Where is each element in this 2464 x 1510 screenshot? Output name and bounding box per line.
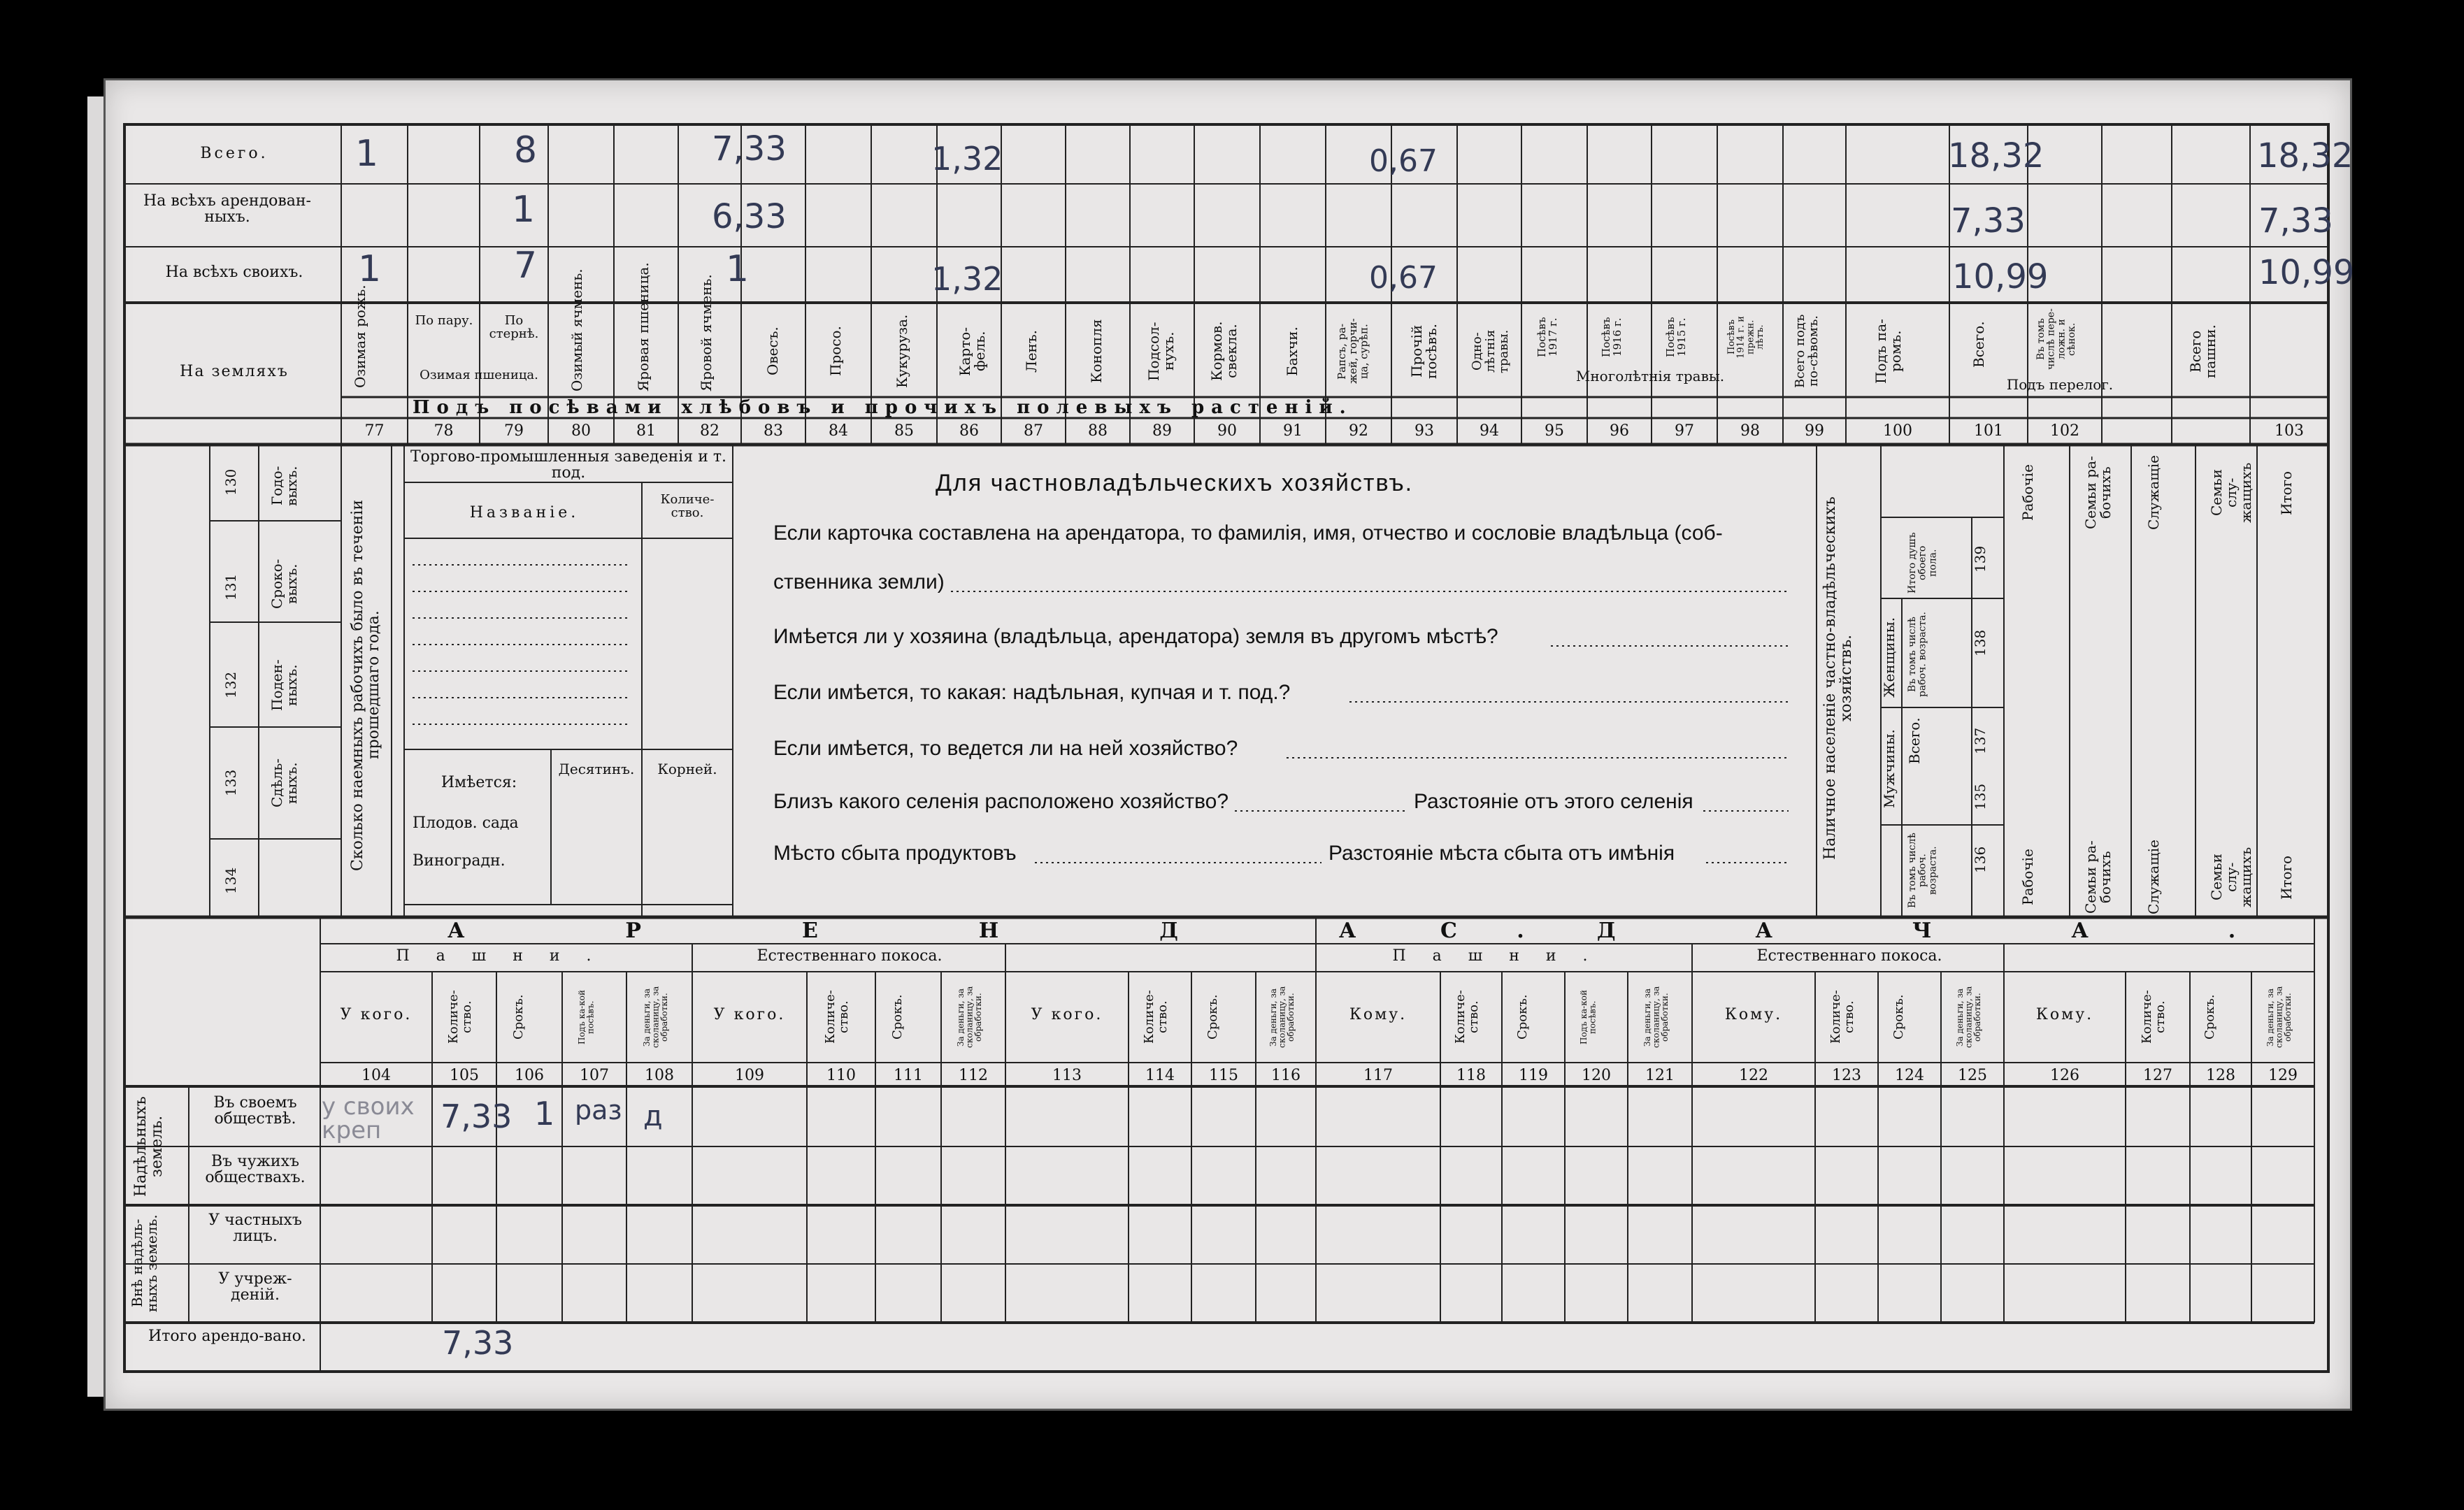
bottom-col-header-kolvo: Количе-ство. bbox=[1453, 990, 1481, 1044]
col-oves: Овесъ. bbox=[764, 326, 781, 376]
sdacha-pashni: Пашни. bbox=[1392, 947, 1614, 965]
vne-nadel-label: Внѣ надѣль-ныхъ земель. bbox=[129, 1214, 160, 1312]
bottom-col-number: 118 bbox=[1456, 1067, 1486, 1084]
bottom-col-header-za: За деньги, за сколаницу, за обработки. bbox=[1268, 986, 1296, 1049]
bottom-col-header-za: За деньги, за сколаницу, за обработки. bbox=[1642, 986, 1670, 1049]
bottom-col-number: 119 bbox=[1519, 1067, 1548, 1084]
hw-svoih-pashni: 10,99 bbox=[2258, 253, 2355, 292]
col-sdelnyh: Сдѣль-ныхъ. bbox=[268, 758, 300, 808]
bottom-col-header-u_kogo: У кого. bbox=[340, 1006, 413, 1023]
sad-label: Плодов. сада bbox=[413, 814, 519, 832]
population-caption: Наличное населенiе частно-владѣльческихъ хозяйствъ. bbox=[1821, 496, 1856, 860]
col-po-sterne: По стернѣ. bbox=[489, 313, 539, 341]
hw-vsego-yachmen: 7,33 bbox=[712, 129, 787, 168]
top-col-number: 103 bbox=[2275, 422, 2304, 440]
bottom-col-header-podk: Подъ ка-кой посѣвъ. bbox=[577, 990, 596, 1044]
hw-za: д bbox=[643, 1100, 663, 1132]
col-yarovaya-pshenica: Яровая пшеница. bbox=[635, 262, 652, 391]
num-139: 139 bbox=[1972, 545, 1989, 573]
vinograd-label: Виноградн. bbox=[413, 852, 506, 870]
hw-svoih-sterne: 7 bbox=[514, 245, 538, 287]
bottom-col-number: 129 bbox=[2268, 1067, 2298, 1084]
bottom-col-number: 120 bbox=[1582, 1067, 1611, 1084]
bottom-col-number: 113 bbox=[1052, 1067, 1082, 1084]
bottom-col-number: 127 bbox=[2143, 1067, 2172, 1084]
bottom-col-number: 121 bbox=[1645, 1067, 1675, 1084]
question-6: Мѣсто сбыта продуктовъ bbox=[773, 842, 1017, 865]
bottom-col-number: 110 bbox=[826, 1067, 856, 1084]
col-konoplya: Конопля bbox=[1088, 319, 1105, 384]
bottom-col-header-za: За деньги, за сколаницу, за обработки. bbox=[1955, 986, 1983, 1049]
hw-vsego-total: 18,32 bbox=[1948, 136, 2044, 175]
col-yarovoy-yachmen: Яровой ячмень. bbox=[698, 274, 715, 391]
bottom-col-header-kolvo: Количе-ство. bbox=[823, 990, 851, 1044]
top-col-number: 96 bbox=[1610, 422, 1629, 440]
bottom-col-number: 126 bbox=[2050, 1067, 2079, 1084]
banner-posev: Подъ посѣвами хлѣбовъ и прочихъ полевыхъ растенiй. bbox=[413, 397, 1353, 418]
top-col-number: 85 bbox=[894, 422, 914, 440]
col-kartofel: Карто-фель. bbox=[957, 326, 988, 376]
question-3: Если имѣется, то какая: надѣльная, купчая и т. под.? bbox=[773, 681, 1291, 704]
sdacha-pokos: Естественнаго покоса. bbox=[1756, 947, 1942, 965]
num-131: 131 bbox=[222, 573, 239, 601]
top-col-number: 98 bbox=[1740, 422, 1760, 440]
bottom-col-header-komu: Кому. bbox=[1724, 1006, 1783, 1023]
hw-vsego-rozh: 1 bbox=[355, 133, 379, 175]
num-137: 137 bbox=[1972, 727, 1989, 755]
col-rabochie-top: Рабочiе bbox=[2019, 464, 2036, 522]
col-po-paru: По пару. bbox=[415, 313, 473, 328]
hw-svoih-kukuruza: 1,32 bbox=[931, 260, 1003, 298]
col-len: Ленъ. bbox=[1023, 330, 1040, 373]
col-pod-parom: Подъ па-ромъ. bbox=[1872, 319, 1904, 384]
top-col-number: 78 bbox=[434, 422, 454, 440]
col-perelog-vtom: Въ томъ числѣ пере-ложн. и сѣнок. bbox=[2035, 308, 2078, 370]
desyatin-header: Десятинъ. bbox=[558, 761, 635, 777]
row-label-vsego: Всего. bbox=[200, 145, 268, 162]
bottom-col-header-srok: Срокъ. bbox=[1891, 994, 1906, 1040]
col-semi-sluzh-top: Семьи слу-жащихъ bbox=[2208, 462, 2254, 524]
bottom-col-header-kolvo: Количе-ство. bbox=[446, 990, 474, 1044]
bottom-col-number: 125 bbox=[1958, 1067, 1987, 1084]
num-133: 133 bbox=[222, 769, 239, 797]
col-kormov-svekla: Кормов. свекла. bbox=[1208, 321, 1240, 382]
col-posev-1914: Посѣвъ 1914 г. и прежн. лѣтъ. bbox=[1726, 316, 1765, 359]
col-vsego-posev: Всего подъ по-сѣвомъ. bbox=[1793, 314, 1821, 389]
top-col-number: 97 bbox=[1675, 422, 1694, 440]
top-col-number: 93 bbox=[1414, 422, 1434, 440]
imeetsya-label: Имѣется: bbox=[440, 774, 517, 791]
bottom-col-number: 104 bbox=[361, 1067, 391, 1084]
top-col-number: 77 bbox=[364, 422, 385, 440]
col-itogo-bottom: Итого bbox=[2278, 855, 2295, 900]
top-col-number: 100 bbox=[1883, 422, 1912, 440]
question-6b: Разстоянiе мѣста сбыта отъ имѣнiя bbox=[1328, 842, 1675, 865]
hw-u-kogo: у своих креп bbox=[322, 1093, 415, 1144]
bottom-col-number: 114 bbox=[1145, 1067, 1175, 1084]
col-semi-sluzh-bottom: Семьи слу-жащихъ bbox=[2208, 847, 2254, 908]
hw-svoih-total: 10,99 bbox=[1952, 257, 2049, 296]
col-odnoletnie: Одно-лѣтнiя травы. bbox=[1470, 329, 1511, 373]
bottom-col-number: 122 bbox=[1739, 1067, 1768, 1084]
bottom-col-header-za: За деньги, за сколаницу, за обработки. bbox=[2265, 986, 2293, 1049]
bottom-col-header-komu: Кому. bbox=[2035, 1006, 2094, 1023]
korney-header: Корней. bbox=[657, 761, 717, 777]
hw-srok: 1 bbox=[534, 1095, 555, 1132]
bottom-col-number: 111 bbox=[894, 1067, 923, 1084]
row-chastnyh: У частныхъ лицъ. bbox=[208, 1211, 302, 1246]
arenda-pashni: Пашни. bbox=[396, 947, 618, 965]
row-uchrezhd: У учреж-денiй. bbox=[218, 1270, 292, 1304]
question-5: Близъ какого селенiя расположено хозяйство? bbox=[773, 790, 1229, 813]
arenda-pokos: Естественнаго покоса. bbox=[757, 947, 943, 965]
private-title: Для частновладѣльческихъ хозяйствъ. bbox=[936, 470, 1414, 496]
pop-itogo: Итого душъ обоего пола. bbox=[1907, 532, 1939, 594]
bottom-col-number: 105 bbox=[450, 1067, 479, 1084]
pop-men-work: Въ томъ числѣ рабоч. возраста. bbox=[1907, 833, 1939, 908]
hw-kolvo: 7,33 bbox=[440, 1098, 513, 1135]
bottom-col-number: 109 bbox=[735, 1067, 764, 1084]
col-godovyh: Годо-выхъ. bbox=[268, 466, 300, 506]
pop-group-women: Женщины. bbox=[1881, 617, 1898, 698]
bottom-col-header-srok: Срокъ. bbox=[2202, 994, 2217, 1040]
col-sluzh-top: Служащiе bbox=[2145, 455, 2162, 531]
question-1: Если карточка составлена на арендатора, то фамилiя, имя, отчество и сословiе владѣльца (соб- bbox=[773, 522, 1723, 545]
hw-vsego-pashni: 18,32 bbox=[2257, 136, 2354, 175]
top-col-number: 80 bbox=[571, 422, 591, 440]
bottom-col-header-u_kogo: У кого. bbox=[713, 1006, 786, 1023]
col-proso: Просо. bbox=[827, 326, 844, 377]
top-col-number: 82 bbox=[700, 422, 719, 440]
bottom-col-header-komu: Кому. bbox=[1349, 1006, 1408, 1023]
pop-women-work: Въ томъ числѣ рабоч. возраста. bbox=[1907, 612, 1928, 697]
col-vsego-pashni: Всего пашни. bbox=[2187, 324, 2219, 378]
bottom-col-header-kolvo: Количе-ство. bbox=[2140, 990, 2168, 1044]
bottom-col-number: 112 bbox=[959, 1067, 988, 1084]
top-col-number: 102 bbox=[2050, 422, 2079, 440]
hw-svoih-bahchi: 0,67 bbox=[1369, 260, 1438, 296]
hw-vsego-sterne: 8 bbox=[514, 129, 538, 171]
sdacha-banner: СДАЧА. bbox=[1440, 919, 2376, 943]
num-138: 138 bbox=[1972, 629, 1989, 657]
hw-arend-total: 7,33 bbox=[1951, 201, 2026, 240]
hw-arend-pashni: 7,33 bbox=[2258, 201, 2333, 240]
top-col-number: 79 bbox=[504, 422, 524, 440]
hw-itogo: 7,33 bbox=[442, 1324, 514, 1362]
trade-title: Торгово-промышленныя заведенiя и т. под. bbox=[410, 448, 727, 482]
bottom-col-number: 116 bbox=[1271, 1067, 1301, 1084]
bottom-col-number: 117 bbox=[1363, 1067, 1393, 1084]
bottom-col-header-kolvo: Количе-ство. bbox=[1142, 990, 1170, 1044]
trade-name-header: Названiе. bbox=[469, 504, 580, 522]
col-semi-rab-bottom: Семьи ра-бочихъ bbox=[2082, 840, 2114, 914]
bottom-col-number: 123 bbox=[1832, 1067, 1861, 1084]
col-prochiy-posev: Прочiй посѣвъ. bbox=[1408, 324, 1440, 379]
col-posev-1915: Посѣвъ 1915 г. bbox=[1664, 317, 1688, 358]
top-col-number: 94 bbox=[1480, 422, 1499, 440]
col-srokovyh: Сроко-выхъ. bbox=[268, 559, 300, 609]
top-col-number: 101 bbox=[1974, 422, 2003, 440]
num-135: 135 bbox=[1972, 783, 1989, 811]
question-2: Имѣется ли у хозяина (владѣльца, арендатора) земля въ другомъ мѣстѣ? bbox=[773, 625, 1498, 648]
top-col-number: 83 bbox=[764, 422, 783, 440]
hw-arend-sterne: 1 bbox=[512, 189, 536, 231]
bottom-col-number: 115 bbox=[1209, 1067, 1238, 1084]
top-col-number: 90 bbox=[1217, 422, 1237, 440]
top-col-number: 91 bbox=[1283, 422, 1303, 440]
bottom-col-header-za: За деньги, за сколаницу, за обработки. bbox=[642, 986, 670, 1049]
group-ozimaya-pshenica: Озимая пшеница. bbox=[420, 368, 538, 382]
top-col-number: 95 bbox=[1545, 422, 1564, 440]
bottom-col-header-za: За деньги, за сколаницу, за обработки. bbox=[956, 986, 984, 1049]
question-4: Если имѣется, то ведется ли на ней хозяйство? bbox=[773, 737, 1238, 760]
top-col-number: 92 bbox=[1349, 422, 1368, 440]
bottom-col-header-srok: Срокъ. bbox=[511, 994, 526, 1040]
row-label-svoih: На всѣхъ своихъ. bbox=[165, 264, 303, 281]
col-podsolnuh: Подсол-нухъ. bbox=[1145, 322, 1177, 381]
row-label-arend: На всѣхъ арендован-ныхъ. bbox=[143, 192, 311, 226]
col-posev-1916: Посѣвъ 1916 г. bbox=[1600, 317, 1624, 358]
col-semi-rab-top: Семьи ра-бочихъ bbox=[2082, 456, 2114, 530]
col-raps: Рапсъ, ра-жей, горчи-ца, сурѣп. bbox=[1335, 318, 1370, 384]
col-kukuruza: Кукуруза. bbox=[894, 314, 910, 389]
num-132: 132 bbox=[222, 671, 239, 699]
hw-podk: раз bbox=[575, 1095, 622, 1126]
top-col-number: 88 bbox=[1088, 422, 1108, 440]
col-rabochie-bottom: Рабочiе bbox=[2019, 849, 2036, 906]
hired-caption: Сколько наемныхъ рабочихъ было въ теченiи прошедшаго года. bbox=[349, 499, 383, 871]
col-ozimy-yachmen: Озимый ячмень. bbox=[568, 268, 585, 391]
arenda-banner: АРЕНДА. bbox=[447, 919, 1685, 943]
col-bahchi: Бахчи. bbox=[1284, 326, 1301, 376]
top-col-number: 89 bbox=[1152, 422, 1172, 440]
hw-vsego-bahchi: 0,67 bbox=[1369, 143, 1438, 179]
top-col-number: 81 bbox=[636, 422, 656, 440]
row-itogo-arend: Итого арендо-вано. bbox=[148, 1328, 306, 1345]
col-sluzh-bottom: Служащiе bbox=[2145, 840, 2162, 915]
bottom-col-header-podk: Подъ ка-кой посѣвъ. bbox=[1579, 990, 1598, 1044]
group-perelog: Подъ перелог. bbox=[2006, 376, 2114, 393]
num-136: 136 bbox=[1972, 846, 1989, 874]
bottom-col-number: 106 bbox=[515, 1067, 544, 1084]
col-itogo-top: Итого bbox=[2278, 470, 2295, 515]
bottom-col-header-srok: Срокъ. bbox=[1205, 994, 1220, 1040]
question-1b: ственника земли) bbox=[773, 570, 945, 594]
top-col-number: 99 bbox=[1805, 422, 1824, 440]
bottom-col-header-kolvo: Количе-ство. bbox=[1828, 990, 1856, 1044]
hw-svoih-yachmen: 1 bbox=[726, 248, 750, 290]
group-mnogoletnie: Многолѣтнiя травы. bbox=[1575, 368, 1725, 384]
num-134: 134 bbox=[222, 867, 239, 895]
row-chuzhih: Въ чужихъ обществахъ. bbox=[205, 1153, 306, 1187]
hw-svoih-rozh: 1 bbox=[358, 248, 382, 290]
bottom-col-number: 107 bbox=[580, 1067, 609, 1084]
col-perelog-vsego: Всего. bbox=[1970, 321, 1987, 368]
hw-arend-yachmen: 6,33 bbox=[712, 197, 787, 236]
bottom-col-header-srok: Срокъ. bbox=[890, 994, 905, 1040]
bottom-col-header-u_kogo: У кого. bbox=[1031, 1006, 1103, 1023]
bottom-col-header-srok: Срокъ. bbox=[1515, 994, 1530, 1040]
row-label-land: На земляхъ bbox=[180, 363, 289, 380]
num-130: 130 bbox=[222, 468, 239, 496]
col-podennyh: Поден-ныхъ. bbox=[268, 659, 300, 711]
pop-group-men: Мужчины. bbox=[1881, 729, 1898, 809]
nadel-label: Надѣльныхъ земель. bbox=[132, 1096, 166, 1197]
trade-qty-header: Количе-ство. bbox=[660, 492, 715, 520]
row-svoem: Въ своемъ обществѣ. bbox=[213, 1094, 297, 1128]
bottom-col-number: 128 bbox=[2206, 1067, 2235, 1084]
hw-vsego-kukuruza: 1,32 bbox=[931, 140, 1003, 178]
pop-women-total: Всего. bbox=[1906, 717, 1923, 765]
top-col-number: 84 bbox=[829, 422, 848, 440]
bottom-col-number: 108 bbox=[645, 1067, 674, 1084]
top-col-number: 86 bbox=[959, 422, 979, 440]
col-ozimaya-rozh: Озимая рожь. bbox=[352, 285, 368, 388]
col-posev-1917: Посѣвъ 1917 г. bbox=[1535, 317, 1559, 358]
top-col-number: 87 bbox=[1024, 422, 1043, 440]
bottom-col-number: 124 bbox=[1895, 1067, 1924, 1084]
question-5b: Разстоянiе отъ этого селенiя bbox=[1414, 790, 1693, 813]
